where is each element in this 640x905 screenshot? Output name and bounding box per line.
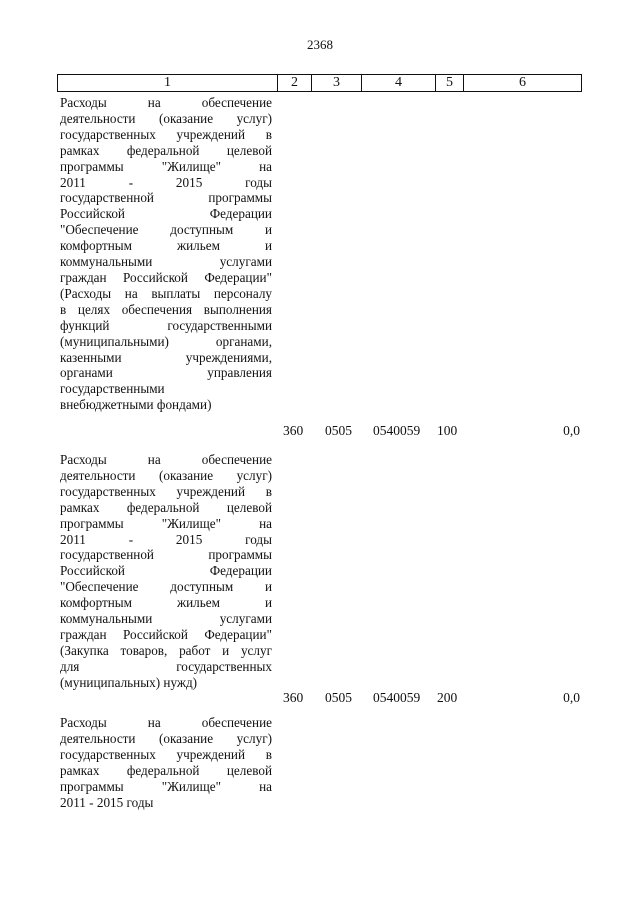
- description-line: государственных учреждений в: [60, 746, 272, 762]
- column-header-row: [58, 75, 582, 92]
- description-line: программы "Жилище" на: [60, 158, 272, 174]
- cell-ministry-code: 360: [283, 690, 304, 705]
- row-description: [60, 452, 272, 691]
- cell-expense-type: 200: [437, 690, 458, 705]
- description-line: Расходы на обеспечение: [60, 715, 272, 730]
- cell-ministry-code: 360: [283, 423, 304, 438]
- description-line: граждан Российской Федерации": [60, 269, 272, 285]
- description-line: программы "Жилище" на: [60, 515, 272, 531]
- description-line: деятельности (оказание услуг): [60, 467, 272, 483]
- cell-expense-type: 100: [437, 423, 458, 438]
- column-header-4: 4: [362, 75, 436, 92]
- description-line: государственной программы: [60, 547, 272, 563]
- description-line: комфортным жильем и: [60, 595, 272, 611]
- description-line: Расходы на обеспечение: [60, 95, 272, 110]
- cell-amount: 0,0: [563, 690, 580, 705]
- description-line: рамках федеральной целевой: [60, 499, 272, 515]
- cell-section-code: 0505: [325, 423, 352, 438]
- description-line: комфортным жильем и: [60, 238, 272, 254]
- cell-section-code: 0505: [325, 690, 352, 705]
- description-line: рамках федеральной целевой: [60, 142, 272, 158]
- description-line: 2011 - 2015 годы: [60, 174, 272, 190]
- cell-target-article: 0540059: [373, 423, 421, 438]
- description-line: (Расходы на выплаты персоналу: [60, 285, 272, 301]
- description-line: казенными учреждениями,: [60, 349, 272, 365]
- cell-target-article: 0540059: [373, 690, 421, 705]
- description-line: государственными: [60, 381, 165, 397]
- description-line: "Обеспечение доступным и: [60, 222, 272, 238]
- description-line: деятельности (оказание услуг): [60, 110, 272, 126]
- description-line: в целях обеспечения выполнения: [60, 301, 272, 317]
- column-header-3: 3: [312, 75, 362, 92]
- cell-amount: 0,0: [563, 423, 580, 438]
- description-line: Российской Федерации: [60, 563, 272, 579]
- description-line: "Обеспечение доступным и: [60, 579, 272, 595]
- column-header-table: [57, 74, 582, 92]
- description-line: государственных учреждений в: [60, 126, 272, 142]
- description-line: Расходы на обеспечение: [60, 452, 272, 467]
- description-line: (муниципальными) органами,: [60, 333, 272, 349]
- description-line: органами управления: [60, 365, 272, 381]
- description-line: 2011 - 2015 годы: [60, 794, 154, 810]
- row-description: [60, 95, 272, 413]
- page-number: 2368: [307, 37, 333, 52]
- column-header-1: 1: [58, 75, 278, 92]
- description-line: программы "Жилище" на: [60, 778, 272, 794]
- column-header-6: 6: [464, 75, 582, 92]
- description-line: Российской Федерации: [60, 206, 272, 222]
- description-line: коммунальными услугами: [60, 254, 272, 270]
- description-line: деятельности (оказание услуг): [60, 730, 272, 746]
- column-header-2: 2: [278, 75, 312, 92]
- description-line: внебюджетными фондами): [60, 397, 212, 413]
- description-line: 2011 - 2015 годы: [60, 531, 272, 547]
- description-line: для государственных: [60, 658, 272, 674]
- description-line: государственной программы: [60, 190, 272, 206]
- description-line: (муниципальных) нужд): [60, 674, 198, 690]
- column-header-5: 5: [436, 75, 464, 92]
- row-description: [60, 715, 272, 810]
- description-line: (Закупка товаров, работ и услуг: [60, 642, 272, 658]
- description-line: государственных учреждений в: [60, 483, 272, 499]
- description-line: рамках федеральной целевой: [60, 762, 272, 778]
- description-line: коммунальными услугами: [60, 611, 272, 627]
- description-line: функций государственными: [60, 317, 272, 333]
- description-line: граждан Российской Федерации": [60, 626, 272, 642]
